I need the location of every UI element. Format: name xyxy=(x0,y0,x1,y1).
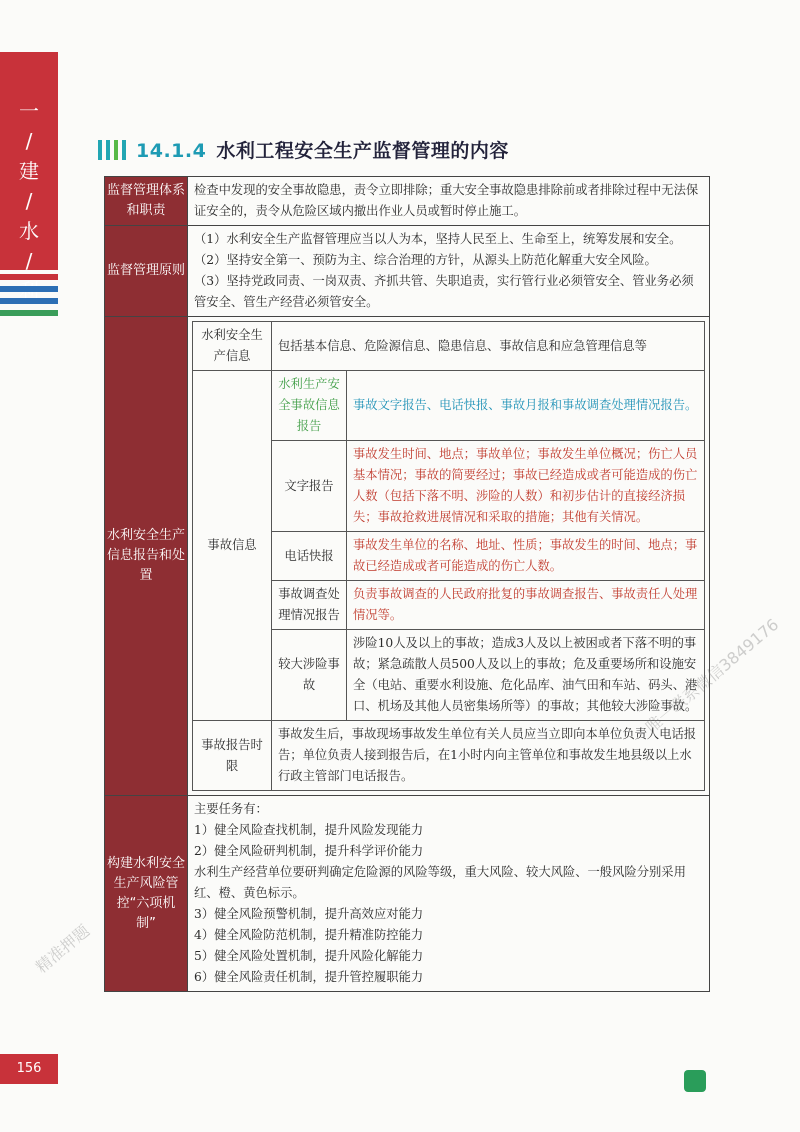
investigation-report-text: 负责事故调查的人民政府批复的事故调查报告、事故责任人处理情况等。 xyxy=(347,581,705,630)
task-item: 2）健全风险研判机制，提升科学评价能力 xyxy=(194,844,424,858)
row-label-principles: 监督管理原则 xyxy=(105,226,188,317)
section-number: 14.1.4 xyxy=(136,140,207,162)
task-item: 5）健全风险处置机制，提升风险化解能力 xyxy=(194,949,424,963)
watermark: 唯一联系微信3849176 xyxy=(641,614,783,737)
info-label: 水利安全生产信息 xyxy=(193,322,272,371)
chapter-spine-label: 一 / 建 / 水 / xyxy=(19,99,39,273)
task-item: 3）健全风险预警机制，提升高效应对能力 xyxy=(194,907,424,921)
task-item: 1）健全风险查找机制，提升风险发现能力 xyxy=(194,823,424,837)
report-time-limit-text: 事故发生后，事故现场事故发生单位有关人员应当立即向本单位负责人电话报告；单位负责人接到报告后，在1小时内向主管单位和事故发生地县级以上水行政主管部门电话报告。 xyxy=(272,721,705,791)
task-item: 6）健全风险责任机制，提升管控履职能力 xyxy=(194,970,424,984)
accident-info-label: 事故信息 xyxy=(193,371,272,721)
task-item: 4）健全风险防范机制，提升精准防控能力 xyxy=(194,928,424,942)
row-label-six-mechanisms: 构建水利安全生产风险管控“六项机制” xyxy=(105,796,188,992)
tasks-heading: 主要任务有： xyxy=(194,802,268,816)
page-number: 156 xyxy=(0,1054,58,1084)
principle-item: （1）水利安全生产监督管理应当以人为本，坚持人民至上、生命至上，统筹发展和安全。 xyxy=(194,232,682,246)
principle-item: （2）坚持安全第一、预防为主、综合治理的方针，从源头上防范化解重大安全风险。 xyxy=(194,253,657,267)
report-text: 事故文字报告、电话快报、事故月报和事故调查处理情况报告。 xyxy=(347,371,705,441)
phone-report-text: 事故发生单位的名称、地址、性质；事故发生的时间、地点；事故已经造成或者可能造成的伤亡人数。 xyxy=(347,532,705,581)
section-title: 水利工程安全生产监督管理的内容 xyxy=(216,140,509,162)
written-report-label: 文字报告 xyxy=(272,441,347,532)
book-logo-icon xyxy=(684,1070,706,1092)
major-danger-text: 涉险10人及以上的事故；造成3人及以上被困或者下落不明的事故；紧急疏散人员500人及以上的事故；危及重要场所和设施安全（电站、重要水利设施、危化品库、油气田和车站、码头、港口、机场及其他人员密集场所等）的事故；其他较大涉险事故。 xyxy=(347,630,705,721)
info-report-table xyxy=(192,321,705,791)
row-info-report-content xyxy=(188,317,710,796)
row-text-principles xyxy=(188,226,710,317)
phone-report-label: 电话快报 xyxy=(272,532,347,581)
spine-stripe xyxy=(0,274,58,280)
written-report-text: 事故发生时间、地点；事故单位；事故发生单位概况；伤亡人员基本情况；事故的简要经过；事故已经造成或者可能造成的伤亡人数（包括下落不明、涉险的人数）和初步估计的直接经济损失；事故抢救进展情况和采取的措施；其他有关情况。 xyxy=(347,441,705,532)
info-text: 包括基本信息、危险源信息、隐患信息、事故信息和应急管理信息等 xyxy=(272,322,705,371)
spine-stripe xyxy=(0,298,58,304)
section-heading xyxy=(98,136,509,163)
report-label: 水利生产安全事故信息报告 xyxy=(272,371,347,441)
row-text-six-mechanisms xyxy=(188,796,710,992)
section-bars-icon xyxy=(98,140,126,160)
major-danger-label: 较大涉险事故 xyxy=(272,630,347,721)
task-note: 水利生产经营单位要研判确定危险源的风险等级，重大风险、较大风险、一般风险分别采用红、橙、黄色标示。 xyxy=(194,865,686,900)
watermark: 精准押题 xyxy=(31,921,94,977)
row-label-info-report: 水利安全生产信息报告和处置 xyxy=(105,317,188,796)
content-table xyxy=(104,176,710,992)
report-time-limit-label: 事故报告时限 xyxy=(193,721,272,791)
spine-stripe xyxy=(0,310,58,316)
row-label-responsibility: 监督管理体系和职责 xyxy=(105,177,188,226)
investigation-report-label: 事故调查处理情况报告 xyxy=(272,581,347,630)
principle-item: （3）坚持党政同责、一岗双责、齐抓共管、失职追责，实行管行业必须管安全、管业务必须管安全、管生产经营必须管安全。 xyxy=(194,274,694,309)
row-text-responsibility: 检查中发现的安全事故隐患，责令立即排除；重大安全事故隐患排除前或者排除过程中无法保证安全的，责令从危险区域内撤出作业人员或暂时停止施工。 xyxy=(188,177,710,226)
spine-stripe xyxy=(0,286,58,292)
